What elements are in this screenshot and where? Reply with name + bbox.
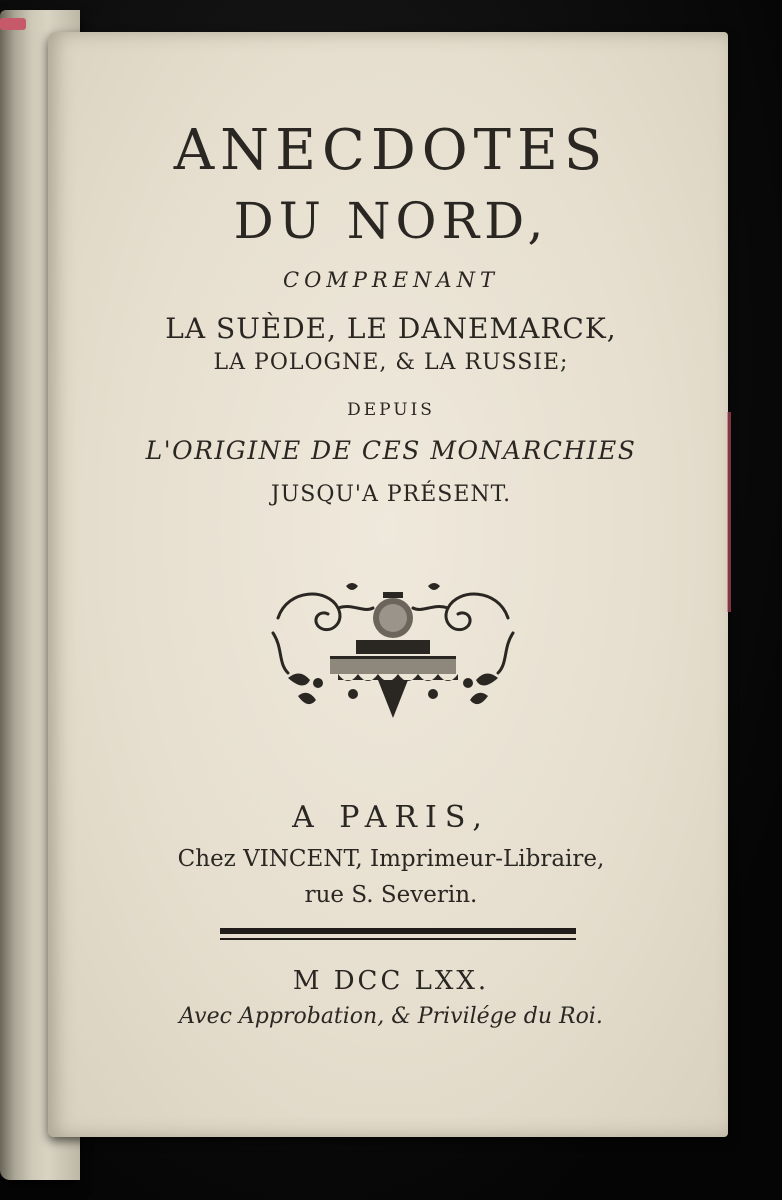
jusqua-line: JUSQU'A PRÉSENT. <box>270 482 512 507</box>
approbation-line: Avec Approbation, & Privilége du Roi. <box>179 1004 603 1029</box>
countries-line-2: LA POLOGNE, & LA RUSSIE; <box>213 350 569 375</box>
depuis-label: DEPUIS <box>347 400 435 420</box>
title-line-1: ANECDOTES <box>173 118 609 183</box>
imprint-place: A PARIS, <box>292 800 490 835</box>
origine-line: L'ORIGINE DE CES MONARCHIES <box>145 436 637 465</box>
imprint-date: M DCC LXX. <box>292 966 490 996</box>
countries-line-1: LA SUÈDE, LE DANEMARCK, <box>165 312 617 345</box>
floral-vignette-icon <box>258 578 528 723</box>
double-rule-divider <box>220 926 576 946</box>
title-line-2: DU NORD, <box>233 192 549 250</box>
subtitle-comprenant: COMPRENANT <box>283 268 499 292</box>
imprint-street: rue S. Severin. <box>304 882 478 908</box>
imprint-publisher: Chez VINCENT, Imprimeur-Libraire, <box>177 846 605 872</box>
